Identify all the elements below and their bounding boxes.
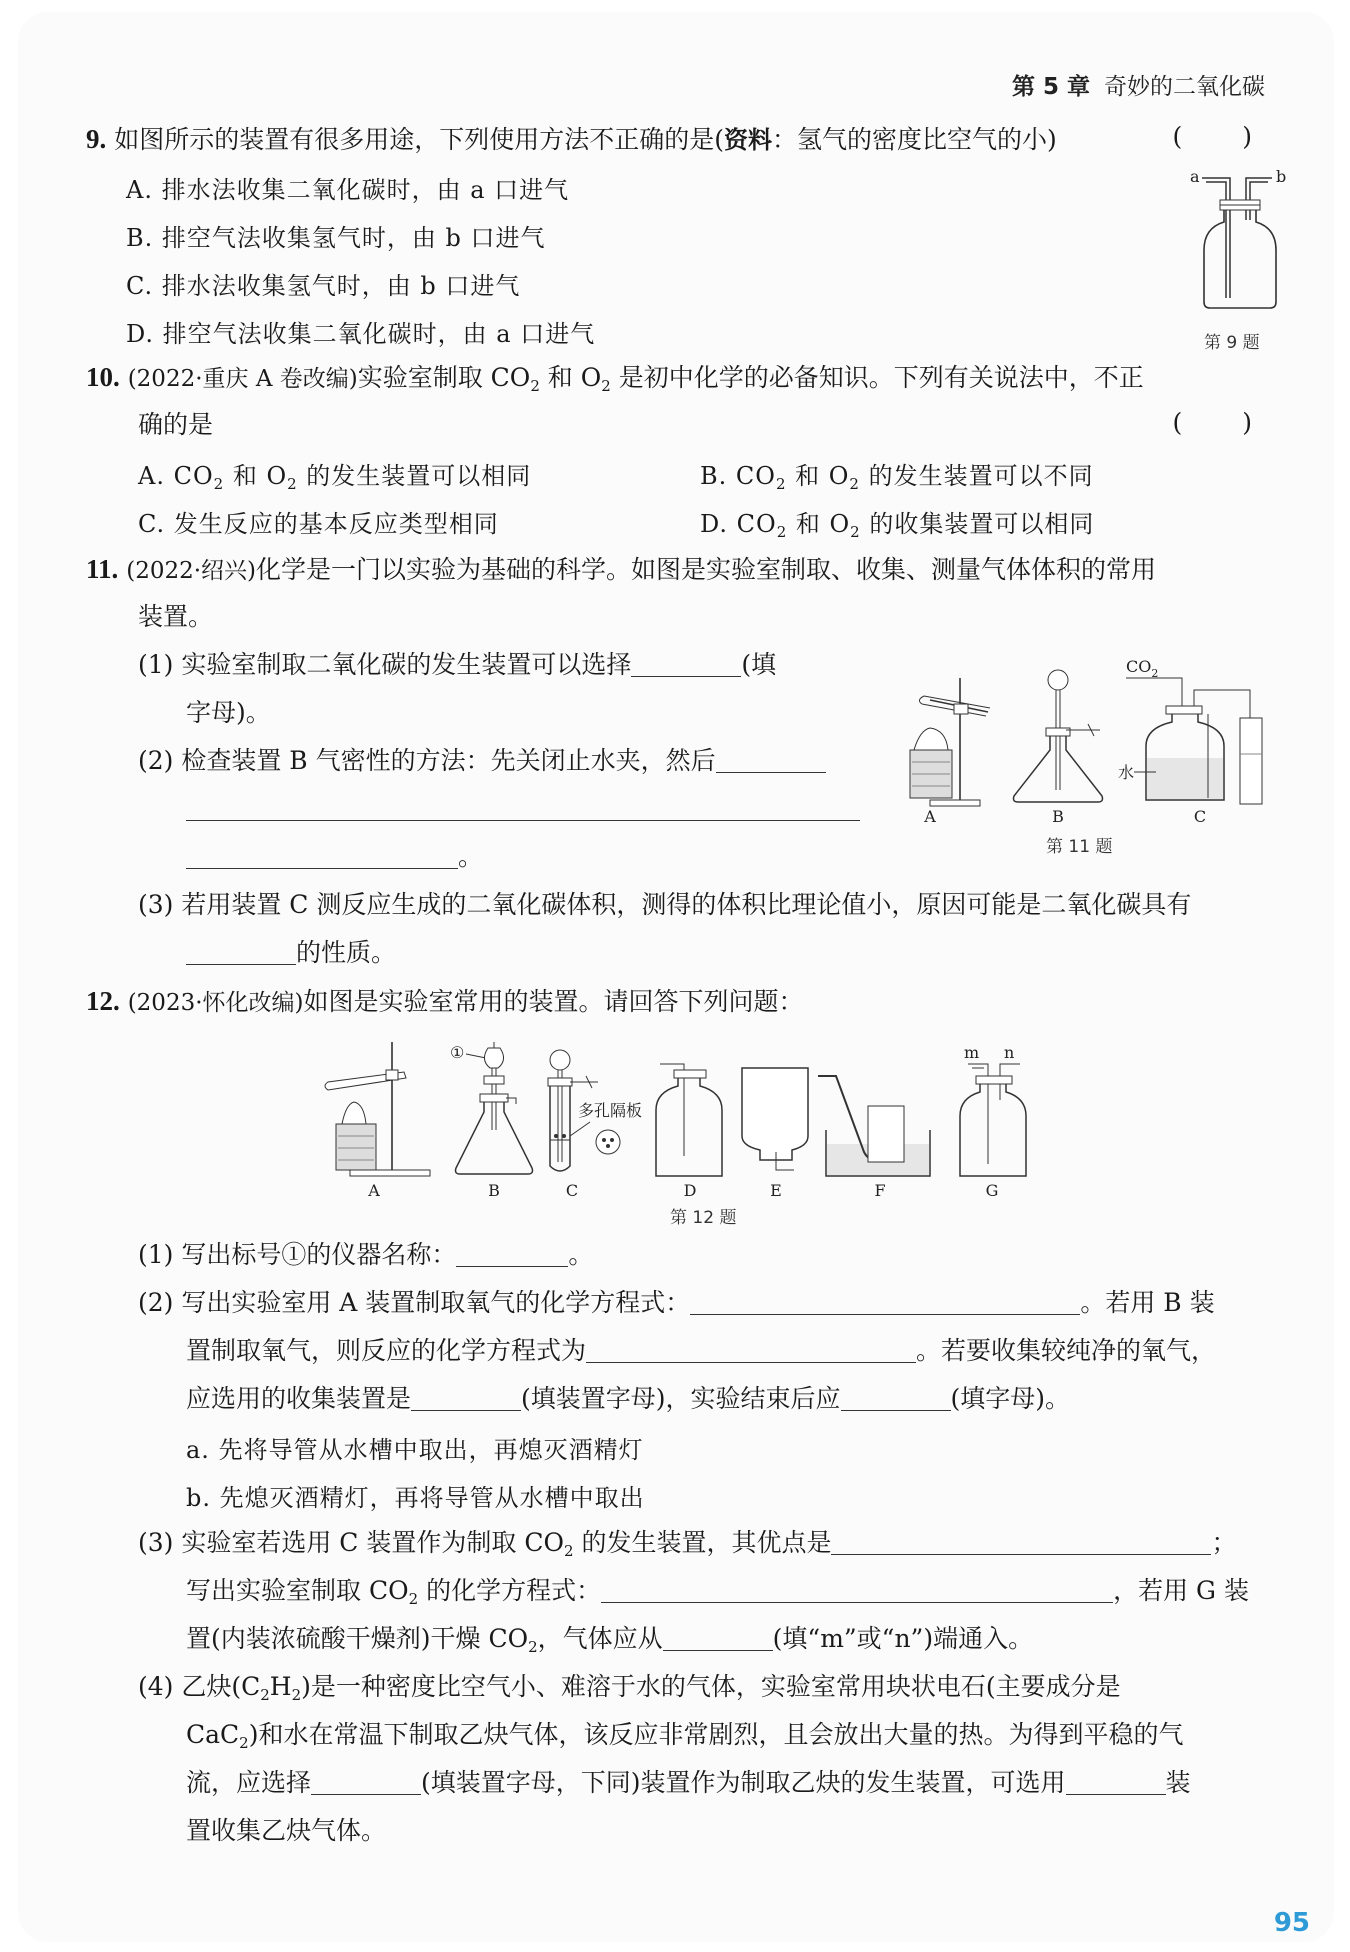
q12-p4-text8: 装 — [1165, 1768, 1191, 1797]
q12-p3-text: (3) 实验室若选用 C 装置作为制取 CO — [138, 1528, 564, 1557]
q12-p2-blank3[interactable] — [411, 1382, 521, 1411]
q12-p1-end: 。 — [568, 1240, 594, 1269]
q12-label-m: m — [964, 1043, 980, 1062]
q12-p2-text: (2) 写出实验室用 A 装置制取氧气的化学方程式： — [138, 1288, 691, 1317]
q11-part2-line2 — [186, 792, 860, 821]
q11-label-C: C — [1193, 807, 1207, 826]
q12-stem-text: 如图是实验室常用的装置。请回答下列问题： — [303, 987, 804, 1016]
q12-part2-line2 — [186, 1334, 1216, 1368]
subscript: 2 — [287, 475, 298, 493]
q12-p4-text7: (填装置字母，下同)装置作为制取乙炔的发生装置，可选用 — [421, 1768, 1066, 1797]
q12-source: (2023·怀化改编) — [127, 990, 304, 1016]
q9-stem-text2: ：氢气的密度比空气的小) — [771, 125, 1057, 154]
q12-label-n: n — [1004, 1043, 1015, 1062]
q11-p1-text2: (填 — [741, 650, 777, 679]
q11-figure — [890, 650, 1290, 825]
q12-p1-blank[interactable] — [456, 1238, 568, 1267]
q12-part3-line2 — [186, 1574, 1249, 1616]
q12-p3-text9: (填“m”或“n”)端通入。 — [772, 1624, 1034, 1653]
q12-p4-text2: H — [269, 1672, 292, 1701]
q11-label-water: 水 — [1118, 763, 1135, 782]
q12-label-circle1: ① — [450, 1043, 465, 1062]
q12-p3-blank1[interactable] — [831, 1526, 1211, 1555]
subscript: 2 — [850, 523, 861, 541]
q11-part2 — [138, 744, 826, 778]
subscript: 2 — [563, 1542, 574, 1560]
q12-p4-text5: )和水在常温下制取乙炔气体，该反应非常剧烈，且会放出大量的热。为得到平稳的气 — [248, 1720, 1184, 1749]
q12-p4-text4: CaC — [186, 1720, 240, 1749]
q11-part3: (3) 若用装置 C 测反应生成的二氧化碳体积，测得的体积比理论值小，原因可能是二氧化碳具有 — [138, 890, 1192, 919]
subscript: 2 — [601, 377, 611, 395]
q11-p1-text: (1) 实验室制取二氧化碳的发生装置可以选择 — [138, 650, 632, 679]
q9-stem — [86, 122, 1057, 157]
q11-caption: 第 11 题 — [1046, 837, 1113, 857]
q12-part4-line2 — [186, 1718, 1183, 1760]
q12-p3-text6: ，若用 G 装 — [1113, 1576, 1249, 1605]
q11-part1-line2: 字母)。 — [186, 698, 271, 727]
q11-p2-text: (2) 检查装置 B 气密性的方法：先关闭止水夹，然后 — [138, 746, 716, 775]
q12-p2-option-b[interactable]: b. 先熄灭酒精灯，再将导管从水槽中取出 — [186, 1484, 645, 1512]
q11-stem — [86, 552, 1156, 588]
q11-label-B: B — [1052, 807, 1064, 826]
q9-label-a: a — [1190, 167, 1200, 186]
q12-p3-text4: 写出实验室制取 CO — [186, 1576, 409, 1605]
q12-p2-option-a[interactable]: a. 先将导管从水槽中取出，再熄灭酒精灯 — [186, 1436, 644, 1464]
q12-number: 12. — [86, 986, 120, 1016]
q12-label-plate: 多孔隔板 — [578, 1101, 643, 1120]
q10-option-a[interactable] — [138, 456, 531, 493]
option-text: 的发生装置可以相同 — [297, 462, 532, 490]
q12-p4-text: (4) 乙炔(C — [138, 1672, 261, 1701]
subscript: 2 — [530, 377, 540, 395]
q12-p3-blank3[interactable] — [663, 1622, 773, 1651]
subscript: 2 — [408, 1590, 419, 1608]
q10-stem — [86, 360, 1144, 403]
q12-part2 — [138, 1286, 1215, 1320]
q10-option-c[interactable]: C. 发生反应的基本反应类型相同 — [138, 510, 499, 538]
subscript: 2 — [528, 1638, 538, 1656]
q12-p2-blank2[interactable] — [586, 1334, 916, 1363]
option-text: 的发生装置可以不同 — [859, 462, 1094, 490]
q12-stem — [86, 984, 804, 1020]
q11-label-A: A — [924, 807, 936, 826]
q12-p3-text5: 的化学方程式： — [418, 1576, 602, 1605]
option-text: 的收集装置可以相同 — [860, 510, 1095, 538]
subscript: 2 — [775, 475, 787, 493]
q9-number: 9. — [86, 124, 107, 154]
q12-part1 — [138, 1238, 593, 1272]
q12-label-E: E — [770, 1181, 782, 1200]
q10-option-d[interactable] — [700, 504, 1094, 541]
q9-caption: 第 9 题 — [1204, 333, 1260, 353]
q9-option-c[interactable]: C. 排水法收集氢气时，由 b 口进气 — [126, 272, 521, 300]
q10-stem-line2: 确的是 — [138, 410, 214, 439]
q9-figure-bottle — [1190, 167, 1290, 315]
q10-stem-text: 和 O — [539, 363, 602, 392]
chapter-number: 第 5 章 — [1011, 74, 1090, 100]
q11-p2-end: 。 — [458, 842, 484, 871]
q11-stem-line2: 装置。 — [138, 602, 214, 631]
q11-number: 11. — [86, 554, 119, 584]
q12-p2-text7: (填字母)。 — [950, 1384, 1071, 1413]
option-text: 和 O — [224, 462, 288, 490]
q12-part3 — [138, 1526, 1236, 1568]
q12-p2-blank4[interactable] — [841, 1382, 951, 1411]
q11-part2-line3 — [186, 840, 483, 874]
q9-option-b[interactable]: B. 排空气法收集氢气时，由 b 口进气 — [126, 224, 546, 252]
q12-label-F: F — [874, 1181, 886, 1200]
q12-p4-blank2[interactable] — [1066, 1766, 1166, 1795]
q10-stem-text: 是初中化学的必备知识。下列有关说法中，不正 — [610, 363, 1144, 392]
q12-figure — [320, 1040, 1120, 1200]
q10-answer-paren[interactable]: ( ) — [1172, 408, 1278, 437]
q12-part2-line3 — [186, 1382, 1070, 1416]
q12-p1-text: (1) 写出标号①的仪器名称： — [138, 1240, 457, 1269]
q12-p4-text3: )是一种密度比空气小、难溶于水的气体，实验室常用块状电石(主要成分是 — [301, 1672, 1121, 1701]
q11-p3-blank[interactable] — [186, 936, 296, 965]
subscript: 2 — [213, 475, 225, 493]
q12-part3-line3 — [186, 1622, 1033, 1664]
q12-p3-text3: ； — [1211, 1528, 1237, 1557]
q11-p2-blank3[interactable] — [186, 840, 458, 869]
q9-stem-bold: 资料 — [723, 126, 772, 154]
option-text: B. CO — [700, 462, 776, 490]
q10-stem-text: 实验室制取 CO — [357, 363, 531, 392]
option-text: 和 O — [787, 510, 851, 538]
q12-p2-text3: 置制取氧气，则反应的化学方程式为 — [186, 1336, 587, 1365]
q12-p3-text2: 的发生装置，其优点是 — [573, 1528, 832, 1557]
chapter-title: 奇妙的二氧化碳 — [1104, 74, 1265, 100]
q9-label-b: b — [1276, 167, 1287, 186]
subscript: 2 — [291, 1686, 302, 1704]
q12-part4-line3 — [186, 1766, 1191, 1800]
q9-stem-text: 如图所示的装置有很多用途，下列使用方法不正确的是( — [114, 125, 724, 154]
q12-label-A: A — [368, 1181, 380, 1200]
q10-source: (2022·重庆 A 卷改编) — [127, 366, 358, 392]
q10-option-b[interactable] — [700, 456, 1094, 493]
q9-answer-paren[interactable]: ( ) — [1172, 122, 1278, 151]
q12-label-B: B — [488, 1181, 500, 1200]
q12-p2-text5: 应选用的收集装置是 — [186, 1384, 412, 1413]
q11-p3-text: 的性质。 — [296, 938, 397, 967]
q9-option-d[interactable]: D. 排空气法收集二氧化碳时，由 a 口进气 — [126, 320, 596, 348]
q11-source: (2022·绍兴) — [126, 558, 257, 584]
q12-caption: 第 12 题 — [670, 1208, 737, 1228]
option-text: D. CO — [700, 510, 777, 538]
subscript: 2 — [239, 1734, 249, 1752]
q12-p3-text8: ，气体应从 — [537, 1624, 663, 1653]
page-number: 95 — [1273, 1908, 1310, 1938]
q12-p3-text7: 置(内装浓硫酸干燥剂)干燥 CO — [186, 1624, 529, 1653]
subscript: 2 — [849, 475, 860, 493]
q12-p2-text2: 。若用 B 装 — [1080, 1288, 1215, 1317]
q10-number: 10. — [86, 362, 120, 392]
option-text: 和 O — [786, 462, 850, 490]
q11-p2-blank[interactable] — [716, 744, 826, 773]
q12-p2-text4: 。若要收集较纯净的氧气， — [916, 1336, 1217, 1365]
q12-p4-blank1[interactable] — [311, 1766, 421, 1795]
q12-p3-blank2[interactable] — [601, 1574, 1113, 1603]
q12-label-D: D — [683, 1181, 697, 1200]
q12-label-G: G — [985, 1181, 999, 1200]
q11-p1-blank[interactable] — [631, 648, 741, 677]
q11-part1 — [138, 648, 776, 682]
q12-p4-text6: 流，应选择 — [186, 1768, 312, 1797]
subscript: 2 — [260, 1686, 270, 1704]
q12-label-C: C — [565, 1181, 579, 1200]
q11-part3-line2 — [186, 936, 396, 970]
q11-label-co2: $CO_2$ — [1126, 657, 1159, 680]
q12-part4-line4: 置收集乙炔气体。 — [186, 1816, 387, 1845]
q9-option-a[interactable]: A. 排水法收集二氧化碳时，由 a 口进气 — [126, 176, 570, 204]
chapter-header — [1012, 68, 1265, 101]
q12-p2-text6: (填装置字母)，实验结束后应 — [521, 1384, 841, 1413]
option-text: A. CO — [138, 462, 214, 490]
subscript: 2 — [776, 523, 788, 541]
q12-part4 — [138, 1670, 1121, 1712]
q11-stem-text: 化学是一门以实验为基础的科学。如图是实验室制取、收集、测量气体体积的常用 — [256, 555, 1157, 584]
q12-p2-blank1[interactable] — [690, 1286, 1080, 1315]
q11-p2-blank2[interactable] — [186, 792, 860, 821]
